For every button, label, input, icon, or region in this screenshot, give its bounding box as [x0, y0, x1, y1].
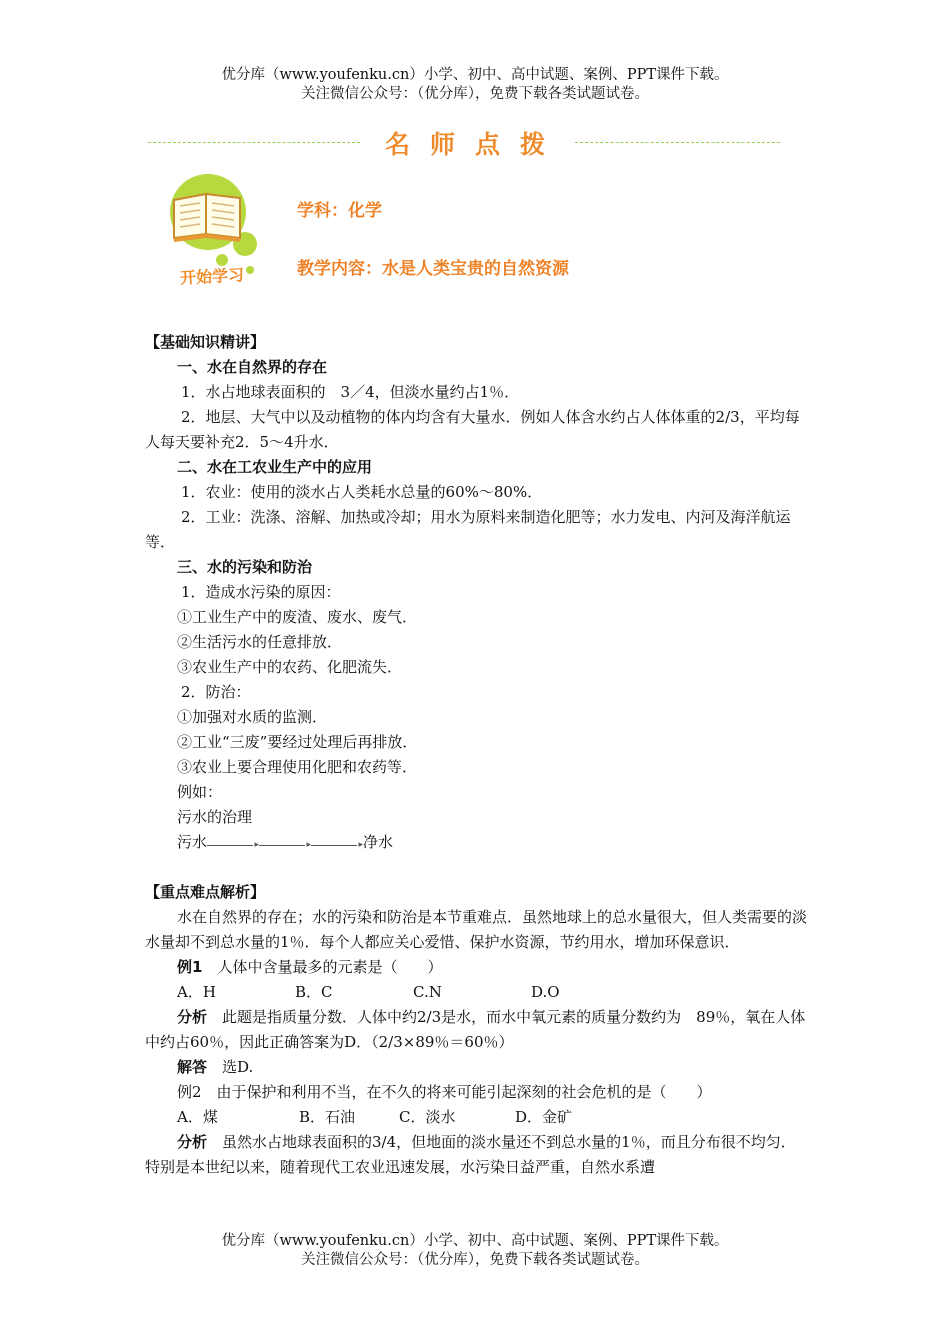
- option: A．煤: [177, 1108, 218, 1126]
- analysis-label: 分析: [177, 1008, 208, 1026]
- option: D.O: [531, 983, 560, 1001]
- heading-3: 三、水的污染和防治: [177, 558, 313, 576]
- banner-title: 名师点拨: [384, 130, 565, 159]
- list-item: ③农业生产中的农药、化肥流失．: [177, 658, 403, 676]
- analysis-label: 分析: [177, 1133, 208, 1151]
- example-2-analysis: [145, 1130, 810, 1180]
- heading-1: 一、水在自然界的存在: [177, 358, 328, 376]
- example-1-label: 例1: [177, 958, 203, 976]
- answer-text: 选D.: [207, 1058, 254, 1076]
- list-item: ①加强对水质的监测．: [177, 708, 328, 726]
- answer-label: 解答: [177, 1058, 208, 1076]
- arrow-icon: ▸: [207, 837, 259, 849]
- example-2-options: [145, 1105, 810, 1130]
- heading-2: 二、水在工农业生产中的应用: [177, 458, 373, 476]
- paragraph: 2．地层、大气中以及动植物的体内均含有大量水．例如人体含水约占人体体重的2/3，平均每人每天要补充2．5～4升水．: [145, 408, 800, 451]
- arrow-icon: ▸: [259, 837, 311, 849]
- example-1-analysis: [145, 1005, 810, 1055]
- treatment-title: 污水的治理: [177, 808, 253, 826]
- example-1-question: [145, 955, 810, 980]
- list-item: ③农业上要合理使用化肥和农药等．: [177, 758, 418, 776]
- option: A．H: [177, 983, 216, 1001]
- banner-rule-left: [148, 142, 360, 143]
- banner-rule-right: [575, 142, 780, 143]
- footer-line-2: 关注微信公众号：（优分库），免费下载各类试题试卷。: [301, 1252, 649, 1268]
- logo-text: 开始学习: [179, 265, 245, 288]
- example-1-answer: [145, 1055, 810, 1080]
- list-item: ②生活污水的任意排放．: [177, 633, 343, 651]
- option: D．金矿: [515, 1108, 573, 1126]
- example-1-options: [145, 980, 810, 1005]
- paragraph: 水在自然界的存在；水的污染和防治是本节重难点．虽然地球上的总水量很大，但人类需要的淡水量却不到总水量的1％．每个人都应关心爱惜、保护水资源，节约用水，增加环保意识．: [145, 908, 808, 951]
- paragraph: 1．农业：使用的淡水占人类耗水总量的60%～80%．: [181, 483, 543, 501]
- analysis-text: 此题是指质量分数．人体中约2/3是水，而水中氧元素的质量分数约为 89％，氧在人体中约占60％，因此正确答案为D．（2/3×89％＝60％）: [145, 1008, 806, 1051]
- paragraph: 1．造成水污染的原因：: [181, 583, 341, 601]
- document-body: [145, 330, 810, 1180]
- example-2-question: 例2 由于保护和利用不当，在不久的将来可能引起深刻的社会危机的是（ ）: [177, 1083, 712, 1101]
- option: B．石油: [299, 1108, 356, 1126]
- header-line-1: 优分库（www.youfenku.cn）小学、初中、高中试题、案例、PPT课件下载。: [221, 67, 729, 83]
- list-item: ②工业“三废”要经过处理后再排放．: [177, 733, 418, 751]
- paragraph: 1．水占地球表面积的 3／4，但淡水量约占1％．: [181, 383, 520, 401]
- page-header: [0, 66, 950, 104]
- option: B．C: [295, 983, 333, 1001]
- question-text: 人体中含量最多的元素是（ ）: [202, 958, 443, 976]
- arrow-icon: ▸: [311, 837, 363, 849]
- flow-end: 净水: [363, 833, 394, 851]
- option: C.N: [413, 983, 442, 1001]
- option: C．淡水: [399, 1108, 456, 1126]
- example-label: 例如：: [177, 783, 223, 801]
- subject-label: 学科：化学: [297, 201, 382, 221]
- list-item: ①工业生产中的废渣、废水、废气．: [177, 608, 418, 626]
- content-label: 教学内容：水是人类宝贵的自然资源: [297, 259, 569, 279]
- section-2-title: 【重点难点解析】: [145, 883, 266, 901]
- paragraph: 2．防治：: [181, 683, 251, 701]
- footer-line-1: 优分库（www.youfenku.cn）小学、初中、高中试题、案例、PPT课件下载。: [221, 1233, 729, 1249]
- analysis-text: 虽然水占地球表面积的3/4，但地面的淡水量还不到总水量的1％，而且分布很不均匀．特别是本世纪以来，随着现代工农业迅速发展，水污染日益严重，自然水系遭: [145, 1133, 796, 1176]
- flow-start: 污水: [177, 833, 208, 851]
- section-1-title: 【基础知识精讲】: [145, 333, 266, 351]
- treatment-flow: [145, 830, 810, 855]
- header-line-2: 关注微信公众号：（优分库），免费下载各类试题试卷。: [301, 86, 649, 102]
- paragraph: 2．工业：洗涤、溶解、加热或冷却；用水为原料来制造化肥等；水力发电、内河及海洋航运等．: [145, 508, 791, 551]
- page-footer: [0, 1232, 950, 1270]
